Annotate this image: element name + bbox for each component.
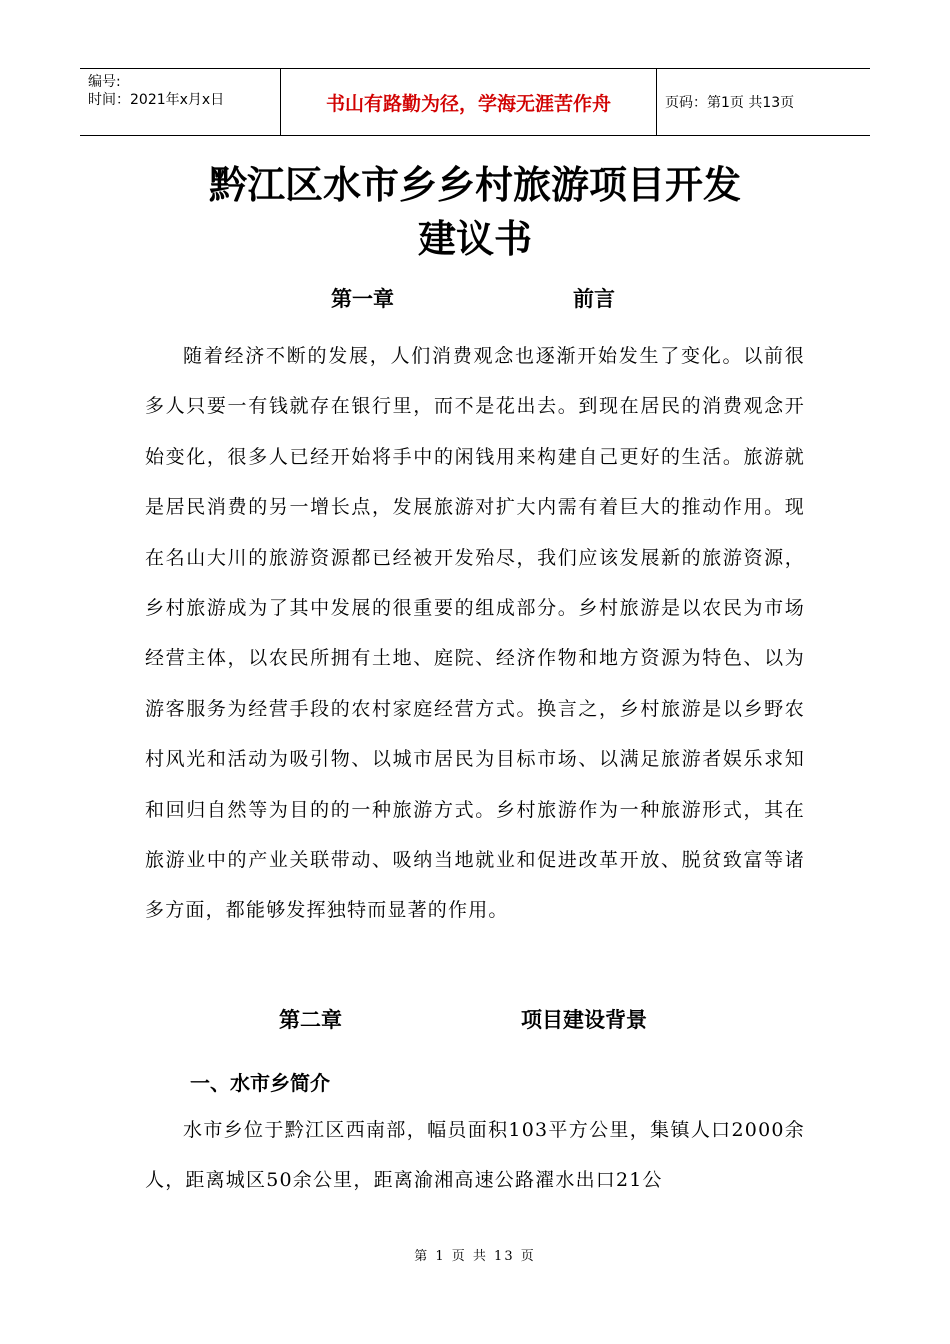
page-footer: 第 1 页 共 13 页 — [414, 1249, 536, 1264]
chapter-1-name: 前言 — [573, 287, 615, 311]
section-1-paragraph: 水市乡位于黔江区西南部，幅员面积103平方公里，集镇人口2000余人，距离城区50余公里，距离渝湘高速公路濯水出口21公 — [145, 1119, 805, 1192]
document-title-line1: 黔江区水市乡乡村旅游项目开发 — [208, 163, 741, 207]
page-header — [80, 68, 870, 136]
chapter-1-heading — [0, 283, 950, 313]
header-meta — [80, 69, 281, 135]
header-page-info: 页码：第1页 共13页 — [665, 95, 795, 111]
chapter-2-number: 第二章 — [279, 1008, 342, 1032]
chapter-2-heading — [0, 1004, 950, 1034]
document-title-line2: 建议书 — [417, 217, 532, 261]
preface-paragraph: 随着经济不断的发展，人们消费观念也逐渐开始发生了变化。以前很多人只要一有钱就存在银行里，而不是花出去。到现在居民的消费观念开始变化，很多人已经开始将手中的闲钱用来构建自己更好的生活。旅游就是居民消费的另一增长点，发展旅游对扩大内需有着巨大的推动作用。现在名山大川的旅游资源都已经被开发殆尽，我们应该发展新的旅游资源，乡村旅游成为了其中发展的很重要的组成部分。乡村旅游是以农民为市场经营主体，以农民所拥有土地、庭院、经济作物和地方资源为特色、以为游客服务为经营手段的农村家庭经营方式。换言之，乡村旅游是以乡野农村风光和活动为吸引物、以城市居民为目标市场、以满足旅游者娱乐求知和回归自然等为目的的一种旅游方式。乡村旅游作为一种旅游形式，其在旅游业中的产业关联带动、吸纳当地就业和促进改革开放、脱贫致富等诸多方面，都能够发挥独特而显著的作用。 — [145, 345, 805, 922]
section-1-heading: 一、水市乡简介 — [190, 1071, 330, 1095]
document-number-label: 编号: — [88, 74, 121, 90]
document-time-label: 时间：2021年x月x日 — [88, 92, 225, 108]
header-motto: 书山有路勤为径，学海无涯苦作舟 — [281, 69, 657, 135]
chapter-1-number: 第一章 — [331, 287, 394, 311]
chapter-2-name: 项目建设背景 — [521, 1008, 647, 1032]
